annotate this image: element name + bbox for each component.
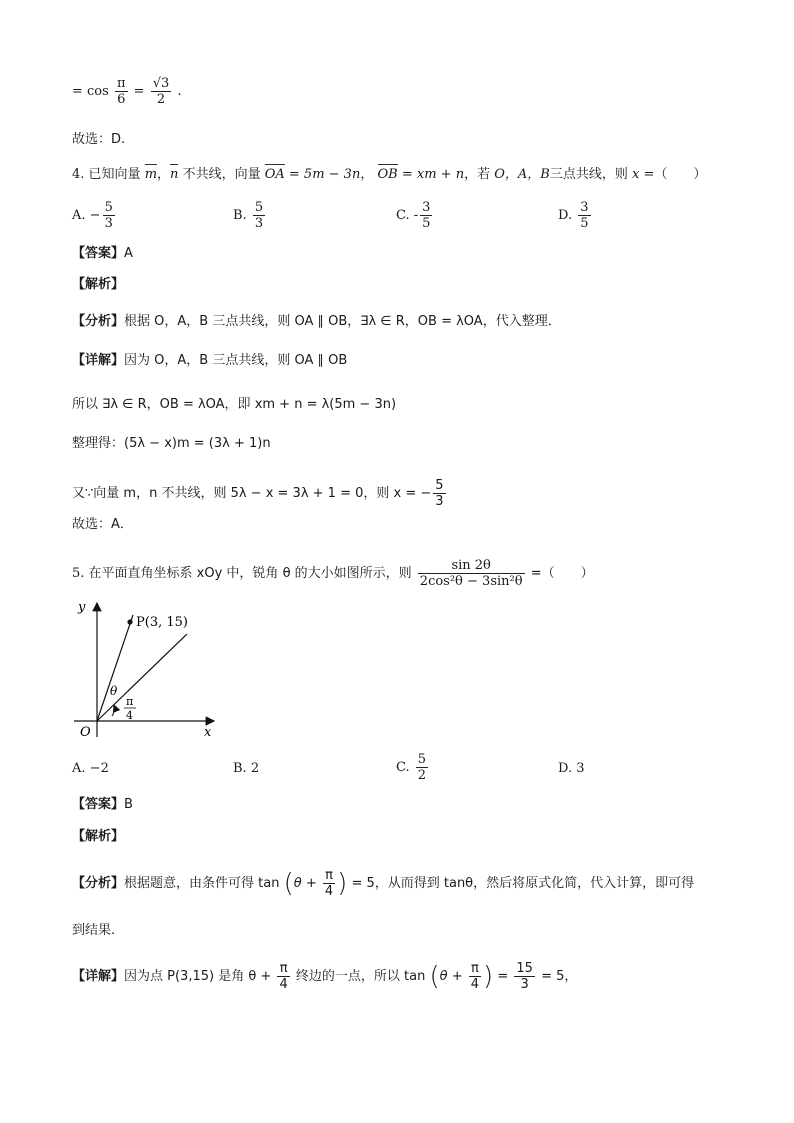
four-label: 4 bbox=[126, 709, 133, 722]
vector-oa: OA bbox=[264, 167, 285, 182]
y-label: y bbox=[78, 600, 86, 615]
q4-select: 故选：A． bbox=[72, 517, 133, 532]
formula-line bbox=[72, 76, 182, 107]
q4-answer: 【答案】A bbox=[72, 246, 133, 261]
text: ， bbox=[157, 167, 171, 182]
q4-analysis-tag: 【解析】 bbox=[72, 277, 125, 292]
text: ，若 bbox=[464, 167, 491, 182]
variable: x = bbox=[632, 167, 655, 182]
q5-stem bbox=[72, 558, 594, 589]
ray-pi-4 bbox=[97, 634, 187, 721]
coordinate-figure bbox=[66, 595, 226, 745]
q4-fenxi: 【分析】根据 O，A，B 三点共线，则 OA ∥ OB，∃λ ∈ R，OB = λOA，代入整理． bbox=[72, 314, 561, 329]
pi-label: π bbox=[126, 695, 134, 708]
q5-option-a: A. −2 bbox=[72, 761, 109, 776]
text: 在平面直角坐标系 xOy 中，锐角 θ 的大小如图所示，则 bbox=[88, 566, 412, 581]
q4-option-b: B. $\frac{5}{3}$ bbox=[233, 200, 264, 231]
point-p bbox=[127, 619, 132, 624]
q5-xiangjie: 【详解】因为点 P(3,15) 是角 θ + $\frac{\pi}{4}$ 终边的一点，所以 tan (θ + $\frac{\pi}{4}$ ) = $\frac{15}{3}$ = 5， bbox=[72, 961, 578, 992]
points: O，A，B bbox=[494, 167, 550, 182]
q5-answer: 【答案】B bbox=[72, 797, 133, 812]
q4-option-c: C. - $\frac{3}{5}$ bbox=[396, 200, 431, 231]
fraction: $\frac{√3}{2}$ bbox=[152, 76, 170, 107]
period: . bbox=[177, 84, 182, 99]
q4-line3: 整理得：(5λ − x)m = (3λ + 1)n bbox=[72, 436, 271, 451]
q4-option-d: D. $\frac{3}{5}$ bbox=[558, 200, 589, 231]
vector-ob: OB bbox=[377, 167, 398, 182]
origin-label: O bbox=[80, 725, 91, 740]
q4-xiangjie: 【详解】因为 O，A，B 三点共线，则 OA ∥ OB bbox=[72, 353, 348, 368]
q5-analysis-tag: 【解析】 bbox=[72, 829, 125, 844]
q3-answer-select: 故选：D. bbox=[72, 132, 126, 147]
q5-option-d: D. 3 bbox=[558, 761, 585, 776]
equation: = 5m − 3n bbox=[288, 167, 361, 182]
q5-option-b: B. 2 bbox=[233, 761, 260, 776]
text: 三点共线，则 bbox=[549, 167, 628, 182]
equals: = bbox=[133, 84, 145, 99]
x-label: x bbox=[204, 725, 212, 740]
q4-stem bbox=[72, 166, 706, 184]
vector-n: n bbox=[170, 167, 179, 182]
question-number: 4. bbox=[72, 167, 85, 182]
formula-text: = cos bbox=[72, 84, 109, 99]
answer-parens: =（ ） bbox=[530, 566, 594, 581]
text: 已知向量 bbox=[88, 167, 141, 182]
point-p-label: P(3, 15) bbox=[136, 615, 188, 630]
question-number: 5. bbox=[72, 566, 85, 581]
equation: = xm + n bbox=[401, 167, 465, 182]
fraction: $\frac{\pi}{6}$ bbox=[116, 76, 126, 107]
answer-parens: （ ） bbox=[654, 167, 707, 182]
q4-line4: 又∵向量 m，n 不共线，则 5λ − x = 3λ + 1 = 0，则 x = − $\frac{5}{3}$ bbox=[72, 478, 444, 509]
text: ， bbox=[360, 167, 374, 182]
q4-line2: 所以 ∃λ ∈ R，OB = λOA，即 xm + n = λ(5m − 3n) bbox=[72, 397, 397, 412]
q5-fenxi-cont: 到结果. bbox=[72, 923, 116, 938]
theta-label: θ bbox=[110, 684, 118, 698]
q4-option-a: A. − $\frac{5}{3}$ bbox=[72, 200, 113, 231]
q5-option-c: C. $\frac{5}{2}$ bbox=[396, 752, 427, 783]
vector-m: m bbox=[144, 167, 158, 182]
q5-fenxi: 【分析】根据题意，由条件可得 tan (θ + $\frac{\pi}{4}$ ) = 5，从而得到 tanθ，然后将原式化简，代入计算，即可得 bbox=[72, 868, 695, 899]
text: 不共线，向量 bbox=[182, 167, 261, 182]
fraction: $\frac{\sin 2\theta}{\text{2cos²θ − 3sin²θ}}$ bbox=[419, 558, 523, 589]
